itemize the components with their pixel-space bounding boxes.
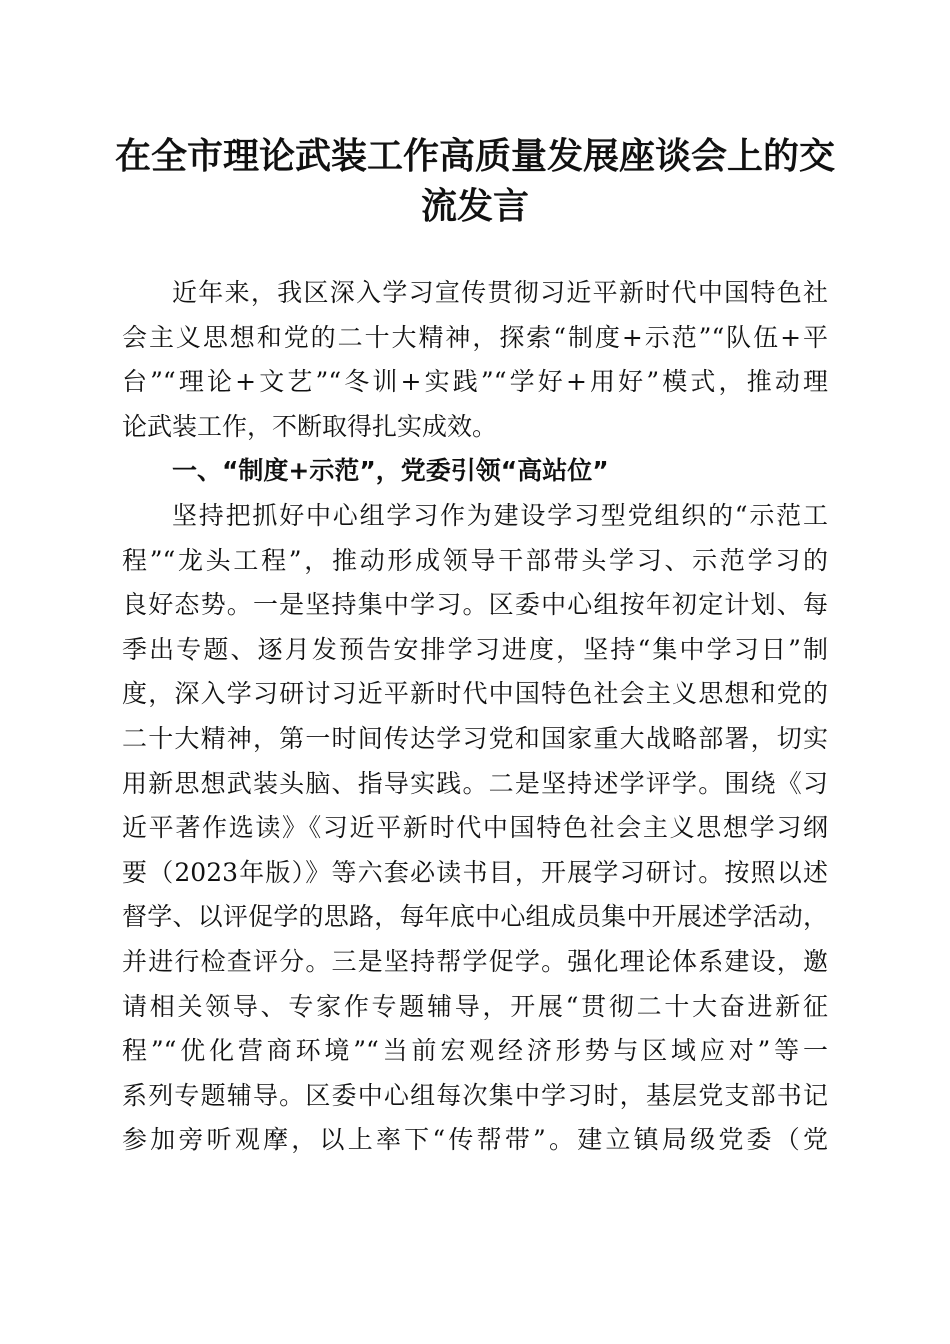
intro-paragraph-line: 台”“理论+文艺”“冬训+实践”“学好+用好”模式，推动理: [122, 367, 828, 397]
section-paragraph-line: 督学、以评促学的思路，每年底中心组成员集中开展述学活动，: [122, 902, 828, 932]
document-title: [110, 132, 840, 232]
section-paragraph-line: 请相关领导、专家作专题辅导，开展“贯彻二十大奋进新征: [122, 991, 828, 1021]
section-paragraph-line: 季出专题、逐月发预告安排学习进度，坚持“集中学习日”制: [122, 634, 828, 664]
section-heading: 一、“制度+示范”，党委引领“高站位”: [172, 456, 609, 486]
section-paragraph-line: 程”“龙头工程”，推动形成领导干部带头学习、示范学习的: [122, 545, 828, 575]
section-paragraph-line: 系列专题辅导。区委中心组每次集中学习时，基层党支部书记: [122, 1080, 828, 1110]
section-paragraph-line: 二十大精神，第一时间传达学习党和国家重大战略部署，切实: [122, 723, 828, 753]
intro-paragraph-line: 论武装工作，不断取得扎实成效。: [122, 411, 498, 441]
intro-paragraph-line: 会主义思想和党的二十大精神，探索“制度+示范”“队伍+平: [122, 322, 828, 352]
section-paragraph-line: 良好态势。一是坚持集中学习。区委中心组按年初定计划、每: [122, 590, 828, 620]
title-line: 流发言: [420, 186, 529, 227]
section-paragraph-line: 参加旁听观摩，以上率下“传帮带”。建立镇局级党委（党: [122, 1125, 828, 1155]
section-paragraph-line: 用新思想武装头脑、指导实践。二是坚持述学评学。围绕《习: [122, 768, 828, 798]
title-line: 在全市理论武装工作高质量发展座谈会上的交: [114, 136, 835, 177]
section-paragraph-line: 要（2023年版）》等六套必读书目，开展学习研讨。按照以述: [122, 857, 828, 887]
section-paragraph-line: 近平著作选读》《习近平新时代中国特色社会主义思想学习纲: [122, 813, 828, 843]
document-body: [122, 271, 828, 1163]
intro-paragraph-line: 近年来，我区深入学习宣传贯彻习近平新时代中国特色社: [172, 278, 828, 307]
section-paragraph-line: 并进行检查评分。三是坚持帮学促学。强化理论体系建设，邀: [122, 946, 828, 976]
section-paragraph-line: 坚持把抓好中心组学习作为建设学习型党组织的“示范工: [172, 500, 828, 530]
section-paragraph-line: 度，深入学习研讨习近平新时代中国特色社会主义思想和党的: [122, 679, 828, 709]
section-paragraph-line: 程”“优化营商环境”“当前宏观经济形势与区域应对”等一: [122, 1036, 828, 1066]
